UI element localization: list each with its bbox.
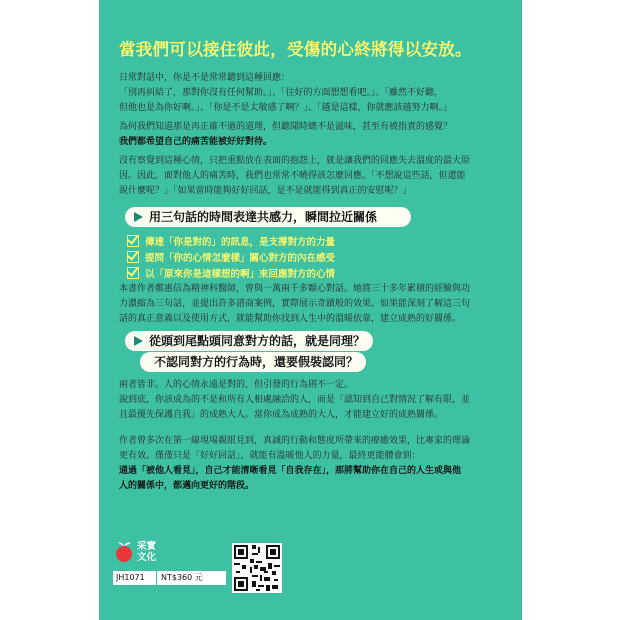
play-triangle-icon — [134, 212, 143, 222]
author-line: 力濃縮為三句話，並提出許多諮商案例，實際展示奇蹟般的效果。如果能深刻了解這三句 — [119, 299, 471, 309]
book-code: JH1071 — [113, 571, 157, 585]
banner-empathy-question — [125, 331, 373, 351]
publisher-name-line: 文化 — [137, 552, 157, 563]
author-line: 話的真正意義以及使用方式，就能幫助你找到人生中的溫暖依靠，建立成熟的好關係。 — [119, 314, 462, 324]
qr-code-icon[interactable] — [232, 543, 282, 593]
question-bold-line: 我們都希望自己的痛苦能被好好對待。 — [119, 137, 273, 147]
closing-line: 作者曾多次在第一線現場親眼見到，真誠的行動和態度所帶來的療癒效果，比專家的理論 — [119, 436, 471, 446]
banner-three-sentences — [125, 207, 411, 227]
closing-bold-line: 通過「被他人看見」，自己才能清晰看見「自我存在」，那將幫助你在自己的人生或與他 — [119, 466, 462, 476]
code-price-bar — [113, 571, 226, 585]
closing-line: 更有效。僅僅只是「好好回話」，就能有溫暖他人的力量，最終更能體會到： — [119, 451, 421, 461]
book-price: NT$360 元 — [161, 573, 203, 582]
author-paragraph — [119, 282, 507, 327]
publisher-name-line: 采實 — [137, 541, 157, 552]
awareness-line: 因。因此，面對他人的痛苦時，我們也常常不曉得該怎麼回應。「不想說這些話，但還能 — [119, 171, 466, 181]
checklist-item — [127, 265, 335, 280]
banner-text: 不認同對方的行為時，還要假裝認同？ — [154, 355, 359, 369]
question-paragraph — [119, 120, 507, 150]
checklist-item — [127, 233, 335, 248]
checklist-item — [127, 249, 335, 264]
publisher-fruit-icon — [113, 540, 135, 564]
play-triangle-icon — [134, 336, 143, 346]
checkbox-checked-icon — [127, 251, 139, 263]
checklist — [127, 233, 335, 281]
checkbox-checked-icon — [127, 267, 139, 279]
banner-text: 用三句話的時間表達共感力，瞬間拉近關係 — [149, 210, 378, 224]
answer-line: 兩者皆非。人的心情永遠是對的，但引發的行為則不一定。 — [119, 380, 354, 390]
awareness-line: 沒有察覺到這種心情，只把重點放在表面的抱怨上，就是讓我們的回應失去溫度的最大原 — [119, 156, 471, 166]
intro-line: 但他也是為你好啊。」、「你是不是太敏感了啊？」、「越是這樣，你就應該越努力啊。」 — [119, 103, 453, 113]
author-line: 本書作者鄭惠信為精神科醫師，曾與一萬兩千多顆心對話。她將三十多年累積的經驗與功 — [119, 284, 471, 294]
book-back-cover — [99, 0, 522, 620]
checklist-item-text: 以「原來你是這樣想的啊」來回應對方的心情 — [145, 268, 336, 280]
headline: 當我們可以接住彼此，受傷的心終將得以安放。 — [119, 40, 472, 59]
banner-text: 從頭到尾點頭同意對方的話，就是同理？ — [149, 334, 366, 348]
question-line: 為何我們知道那是再正確不過的道理，但聽聞時總不是滋味，甚至有被指責的感覺？ — [119, 122, 453, 132]
banner-pretend-question — [140, 352, 366, 372]
closing-bold-line: 人的關係中，都邁向更好的階段。 — [119, 481, 255, 491]
answer-line: 說到底，你該成為的不是和所有人相處融洽的人，而是「認知到自己對情況了解有限，並 — [119, 395, 471, 405]
checklist-item-text: 提問「你的心情怎麼樣」關心對方的內在感受 — [145, 252, 336, 264]
intro-line: 日常對話中，你是不是常常聽到這種回應： — [119, 73, 291, 83]
answer-paragraph — [119, 378, 507, 423]
checkbox-checked-icon — [127, 235, 139, 247]
closing-paragraph — [119, 434, 507, 494]
awareness-paragraph — [119, 154, 507, 199]
intro-paragraph — [119, 71, 507, 116]
checklist-item-text: 傳達「你是對的」的訊息，是支撐對方的力量 — [145, 236, 336, 248]
intro-line: 「別再糾結了，那對你沒有任何幫助。」、「往好的方面想想看吧。」、「雖然不好聽， — [119, 88, 444, 98]
answer-line: 且最優先保護自我」的成熟大人。當你成為成熟的大人，才能建立好的成熟關係。 — [119, 410, 444, 420]
awareness-line: 說什麼呢？」「如果當時能夠好好回話，是不是就能得到真正的安慰呢？」 — [119, 186, 412, 196]
publisher-name — [137, 541, 167, 563]
